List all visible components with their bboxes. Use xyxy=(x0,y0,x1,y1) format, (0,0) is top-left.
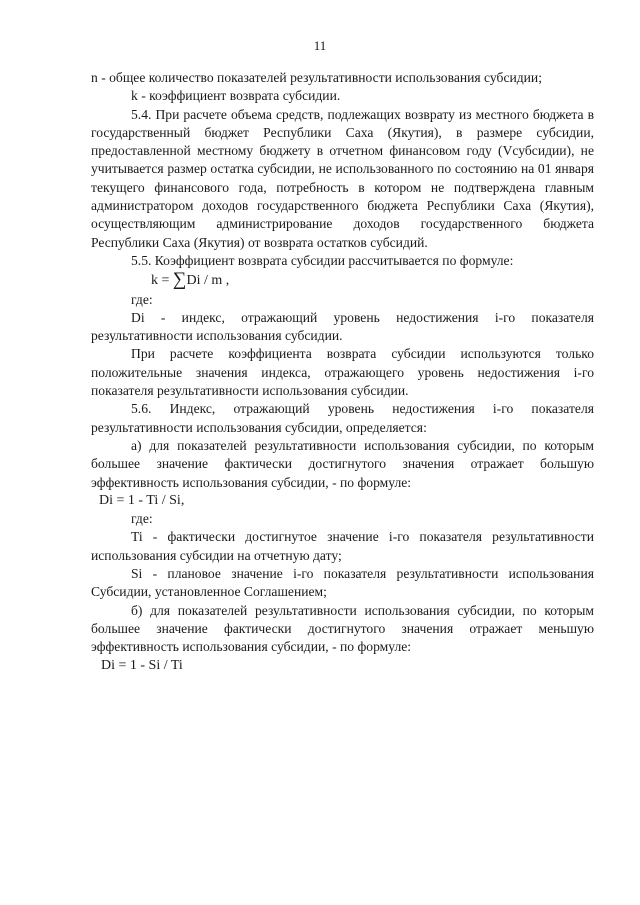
paragraph: 5.4. При расчете объема средств, подлежащих возврату из местного бюджета в государственный бюджет Республики Саха (Якутия), в размере субсидии, предоставленной местному бюджету в отчетном финансовом году (Vсубсидии), не учитывается размер остатка субсидии, не использованного по состоянию на 01 января текущего финансового года, потребность в котором не подтверждена главным администратором доходов государственного бюджета Республики Саха (Якутия), осуществляющим администрирование доходов государственного бюджета Республики Саха (Якутия) от возврата остатков субсидий. xyxy=(91,106,594,250)
paragraph-group-1 xyxy=(91,69,594,270)
formula-index-a: Di = 1 - Ti / Si, xyxy=(99,492,185,508)
where-label-2: где: xyxy=(131,511,153,527)
paragraph-group-2 xyxy=(91,309,594,492)
paragraph-group-3 xyxy=(91,528,594,656)
where-label-1: где: xyxy=(131,291,153,307)
paragraph: Di - индекс, отражающий уровень недостижения i-го показателя результативности использования субсидии. xyxy=(91,309,594,344)
formula-index-b: Di = 1 - Si / Ti xyxy=(101,657,183,673)
formula-1-left: k = xyxy=(151,273,170,289)
paragraph: б) для показателей результативности использования субсидии, по которым большее значение фактически достигнутого значения отражает меньшую эффективность использования субсидии, - по формуле: xyxy=(91,602,594,655)
paragraph: n - общее количество показателей результативности использования субсидии; xyxy=(91,70,542,85)
paragraph: Ti - фактически достигнутое значение i-го показателя результативности использования субсидии на отчетную дату; xyxy=(91,529,594,563)
paragraph: 5.6. Индекс, отражающий уровень недостижения i-го показателя результативности использования субсидии, определяется: xyxy=(91,401,594,435)
paragraph: Si - плановое значение i-го показателя результативности использования Субсидии, установленное Соглашением; xyxy=(91,566,594,600)
formula-1-right: Di / m , xyxy=(186,273,230,289)
paragraph: а) для показателей результативности использования субсидии, по которым большее значение фактически достигнутого значения отражает большую эффективность использования субсидии, - по формуле: xyxy=(91,437,594,490)
page-number: 11 xyxy=(313,38,327,53)
paragraph: 5.5. Коэффициент возврата субсидии рассчитывается по формуле: xyxy=(131,252,514,268)
formula-return-coefficient xyxy=(91,270,594,290)
paragraph: При расчете коэффициента возврата субсидии используются только положительные значения индекса, отражающего уровень недостижения i-го показателя результативности использования субсидии. xyxy=(91,346,594,399)
document-body xyxy=(91,69,594,675)
paragraph: k - коэффициент возврата субсидии. xyxy=(131,88,341,104)
sum-symbol: ∑ xyxy=(172,269,187,291)
